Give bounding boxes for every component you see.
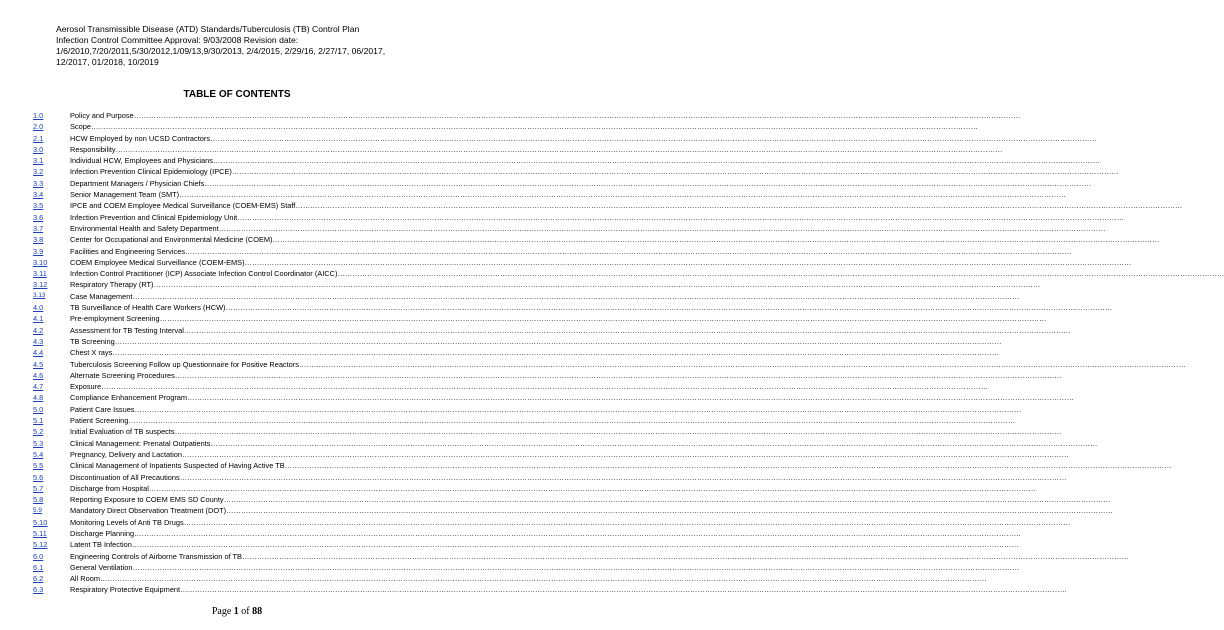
toc-entry-label: Environmental Health and Safety Department: [70, 223, 219, 233]
toc-entry[interactable]: [33, 426, 1062, 437]
page-number: 1: [233, 606, 239, 617]
dot-leader: ………………………………………………………………………………………………………………………………………………………………………………………………………………………………………………………………………………………………………………………………: [231, 167, 1119, 177]
toc-section-link[interactable]: 5.9: [33, 506, 42, 514]
toc-entry[interactable]: [33, 212, 1125, 223]
toc-entry[interactable]: [33, 110, 1021, 121]
toc-entry[interactable]: [33, 472, 1067, 483]
toc-entry[interactable]: [33, 483, 1036, 494]
dot-leader: ………………………………………………………………………………………………………………………………………………………………………………………………………………………………………………………………………………………………………………………………: [225, 303, 1113, 313]
toc-entry[interactable]: [33, 359, 1186, 370]
toc-entry-label: TB Screening: [70, 336, 115, 346]
header-title-line: Aerosol Transmissible Disease (ATD) Standards/Tuberculosis (TB) Control Plan: [56, 24, 360, 34]
toc-entry-label: Chest X rays: [70, 348, 113, 358]
dot-leader: ………………………………………………………………………………………………………………………………………………………………………………………………………………………………………………………………………………………………………………………………: [115, 144, 1003, 154]
toc-section-link[interactable]: 3.3: [33, 178, 44, 188]
header-revision-dates-line: 1/6/2010,7/20/2011,5/30/2012,1/09/13,9/30/2013, 2/4/2015, 2/29/16, 2/27/17, 06/2017,: [56, 46, 386, 56]
toc-section-link[interactable]: 3.9: [33, 246, 44, 256]
dot-leader: ………………………………………………………………………………………………………………………………………………………………………………………………………………………………………………………………………………………………………………………………: [132, 291, 1020, 301]
toc-entry[interactable]: [33, 460, 1172, 471]
toc-title: TABLE OF CONTENTS: [183, 89, 291, 100]
toc-section-link[interactable]: 5.8: [33, 495, 44, 505]
page-word: Page: [211, 606, 234, 617]
toc-entry-label: Respiratory Therapy (RT): [70, 280, 154, 290]
toc-entry[interactable]: [33, 279, 1041, 290]
toc-entry[interactable]: [33, 121, 978, 132]
toc-section-link[interactable]: 3.0: [33, 144, 44, 154]
toc-entry-label: Mandatory Direct Observation Treatment (DOT): [70, 506, 227, 516]
dot-leader: ………………………………………………………………………………………………………………………………………………………………………………………………………………………………………………………………………………………………………………………………: [174, 370, 1062, 380]
toc-entry[interactable]: [33, 223, 1106, 234]
toc-entry[interactable]: [33, 325, 1071, 336]
dot-leader: ………………………………………………………………………………………………………………………………………………………………………………………………………………………………………………………………………………………………………………………………: [134, 528, 1021, 538]
toc-section-link[interactable]: 5.0: [33, 404, 44, 414]
dot-leader: ………………………………………………………………………………………………………………………………………………………………………………………………………………………………………………………………………………………………………………………………: [179, 472, 1067, 482]
toc-entry-label: Center for Occupational and Environmental Medicine (COEM): [70, 235, 273, 245]
toc-entry[interactable]: [33, 133, 1097, 144]
toc-entry[interactable]: [33, 528, 1021, 539]
table-of-contents: [33, 110, 1224, 596]
toc-entry[interactable]: [33, 562, 1020, 573]
toc-entry-label: Initial Evaluation of TB suspects: [70, 427, 175, 437]
toc-entry-label: Policy and Purpose: [70, 111, 134, 120]
toc-section-link[interactable]: 2.1: [33, 133, 44, 143]
toc-section-link[interactable]: 4.4: [33, 348, 44, 358]
toc-entry[interactable]: [33, 313, 1047, 324]
toc-section-link[interactable]: 2.0: [33, 122, 44, 132]
toc-entry[interactable]: [33, 302, 1113, 313]
toc-entry[interactable]: [33, 291, 1020, 302]
dot-leader: ………………………………………………………………………………………………………………………………………………………………………………………………………………………………………………………………………………………………………………………………: [179, 190, 1066, 200]
toc-entry[interactable]: [33, 494, 1111, 505]
toc-entry-label: Senior Management Team (SMT): [70, 190, 180, 200]
toc-entry[interactable]: [33, 517, 1071, 528]
toc-section-link[interactable]: 5.10: [33, 517, 48, 527]
toc-entry[interactable]: [33, 155, 1100, 166]
toc-entry-label: Patient Screening: [70, 416, 129, 426]
dot-leader: ………………………………………………………………………………………………………………………………………………………………………………………………………………………………………………………………………………………………………………………………: [112, 348, 1000, 358]
toc-entry-label: Infection Control Practitioner (ICP) Associate Infection Control Coordinator (AICC): [70, 269, 338, 279]
dot-leader: ………………………………………………………………………………………………………………………………………………………………………………………………………………………………………………………………………………………………………………………………: [174, 427, 1062, 437]
toc-section-link[interactable]: 5.6: [33, 472, 44, 482]
toc-section-link[interactable]: 4.1: [33, 314, 44, 324]
toc-entry-label: TB Surveillance of Health Care Workers (HCW): [70, 303, 226, 313]
toc-entry[interactable]: [33, 449, 1069, 460]
toc-section-link[interactable]: 3.12: [33, 280, 48, 290]
dot-leader: ………………………………………………………………………………………………………………………………………………………………………………………………………………………………………………………………………………………………………………………………: [237, 212, 1125, 222]
header-revision-dates-line-2: 12/2017, 01/2018, 10/2019: [56, 57, 159, 67]
dot-leader: ………………………………………………………………………………………………………………………………………………………………………………………………………………………………………………………………………………………………………………………………: [218, 223, 1106, 233]
toc-entry-label: Pregnancy, Delivery and Lactation: [70, 449, 183, 459]
toc-entry-label: Patient Care Issues: [70, 404, 135, 414]
toc-entry-label: Scope: [70, 122, 91, 132]
toc-section-link[interactable]: 3.10: [33, 257, 48, 267]
toc-entry-label: Assessment for TB Testing Interval: [70, 325, 184, 335]
toc-entry[interactable]: [33, 336, 1002, 347]
toc-entry-label: Engineering Controls of Airborne Transmission of TB: [70, 551, 242, 561]
toc-entry-label: IPCE and COEM Employee Medical Surveillance (COEM-EMS) Staff: [70, 201, 296, 211]
dot-leader: ………………………………………………………………………………………………………………………………………………………………………………………………………………………………………………………………………………………………………………………………: [187, 393, 1074, 403]
toc-entry[interactable]: [33, 268, 1224, 279]
toc-section-link[interactable]: 6.1: [33, 562, 44, 572]
dot-leader: ………………………………………………………………………………………………………………………………………………………………………………………………………………………………………………………………………………………………………………………………: [180, 585, 1067, 595]
toc-entry[interactable]: [33, 505, 1113, 516]
toc-section-link[interactable]: 6.2: [33, 574, 44, 584]
toc-entry[interactable]: [33, 392, 1074, 403]
dot-leader: ………………………………………………………………………………………………………………………………………………………………………………………………………………………………………………………………………………………………………………………………: [223, 495, 1111, 505]
toc-section-link[interactable]: 1.0: [33, 111, 44, 120]
toc-section-link[interactable]: 3.11: [33, 269, 47, 279]
dot-leader: ………………………………………………………………………………………………………………………………………………………………………………………………………………………………………………………………………………………………………………………………: [295, 201, 1183, 211]
toc-entry[interactable]: [33, 178, 1092, 189]
dot-leader: ………………………………………………………………………………………………………………………………………………………………………………………………………………………………………………………………………………………………………………………………: [148, 483, 1036, 493]
dot-leader: ………………………………………………………………………………………………………………………………………………………………………………………………………………………………………………………………………………………………………………………………: [337, 269, 1224, 279]
toc-entry-label: Department Managers / Physician Chiefs: [70, 178, 205, 188]
toc-section-link[interactable]: 5.7: [33, 483, 44, 493]
toc-entry-label: Clinical Management: Prenatal Outpatients: [70, 438, 211, 448]
dot-leader: ………………………………………………………………………………………………………………………………………………………………………………………………………………………………………………………………………………………………………………………………: [131, 540, 1019, 550]
dot-leader: ………………………………………………………………………………………………………………………………………………………………………………………………………………………………………………………………………………………………………………………………: [183, 517, 1071, 527]
toc-section-link[interactable]: 4.0: [33, 303, 44, 313]
dot-leader: ………………………………………………………………………………………………………………………………………………………………………………………………………………………………………………………………………………………………………………………………: [132, 562, 1020, 572]
toc-section-link[interactable]: 5.2: [33, 427, 44, 437]
dot-leader: ………………………………………………………………………………………………………………………………………………………………………………………………………………………………………………………………………………………………………………………………: [226, 506, 1113, 516]
dot-leader: ………………………………………………………………………………………………………………………………………………………………………………………………………………………………………………………………………………………………………………………………: [210, 133, 1097, 143]
header-approval-line: Infection Control Committee Approval: 9/03/2008 Revision date:: [56, 35, 299, 45]
toc-entry[interactable]: [33, 415, 1016, 426]
toc-entry[interactable]: [33, 347, 1000, 358]
dot-leader: ………………………………………………………………………………………………………………………………………………………………………………………………………………………………………………………………………………………………………………………………: [99, 574, 987, 584]
dot-leader: ………………………………………………………………………………………………………………………………………………………………………………………………………………………………………………………………………………………………………………………………: [212, 156, 1100, 166]
toc-entry[interactable]: [33, 144, 1003, 155]
toc-entry-label: Reporting Exposure to COEM EMS SD County: [70, 495, 224, 505]
toc-entry[interactable]: [33, 234, 1160, 245]
toc-section-link[interactable]: 4.8: [33, 393, 44, 403]
dot-leader: ………………………………………………………………………………………………………………………………………………………………………………………………………………………………………………………………………………………………………………………………: [210, 438, 1098, 448]
toc-entry-label: Individual HCW, Employees and Physicians: [70, 156, 213, 166]
toc-section-link[interactable]: 5.3: [33, 438, 44, 448]
page-total: 88: [252, 606, 263, 617]
dot-leader: ………………………………………………………………………………………………………………………………………………………………………………………………………………………………………………………………………………………………………………………………: [242, 551, 1129, 561]
dot-leader: ………………………………………………………………………………………………………………………………………………………………………………………………………………………………………………………………………………………………………………………………: [244, 257, 1132, 267]
toc-section-link[interactable]: 5.1: [33, 416, 44, 426]
dot-leader: ………………………………………………………………………………………………………………………………………………………………………………………………………………………………………………………………………………………………………………………………: [182, 449, 1069, 459]
dot-leader: ………………………………………………………………………………………………………………………………………………………………………………………………………………………………………………………………………………………………………………………………: [298, 359, 1186, 369]
dot-leader: ………………………………………………………………………………………………………………………………………………………………………………………………………………………………………………………………………………………………………………………………: [134, 404, 1022, 414]
toc-section-link[interactable]: 5.11: [33, 528, 47, 538]
toc-section-link[interactable]: 3.5: [33, 201, 44, 211]
toc-section-link[interactable]: 4.3: [33, 336, 44, 346]
toc-entry[interactable]: [33, 539, 1019, 550]
toc-entry-label: Respiratory Protective Equipment: [70, 585, 181, 595]
toc-section-link[interactable]: 3.7: [33, 223, 44, 233]
toc-entry-label: Alternate Screening Procedures: [70, 370, 175, 380]
toc-entry[interactable]: [33, 257, 1132, 268]
toc-section-link[interactable]: 4.5: [33, 359, 44, 369]
toc-entry[interactable]: [33, 189, 1066, 200]
toc-section-link[interactable]: 3.8: [33, 235, 44, 245]
toc-section-link[interactable]: 3.6: [33, 212, 44, 222]
toc-entry[interactable]: [33, 404, 1022, 415]
toc-entry[interactable]: [33, 166, 1119, 177]
toc-entry-label: Latent TB Infection: [70, 540, 132, 550]
toc-section-link[interactable]: 4.6: [33, 370, 44, 380]
toc-section-link[interactable]: 4.2: [33, 325, 44, 335]
toc-entry[interactable]: [33, 246, 1072, 257]
dot-leader: ………………………………………………………………………………………………………………………………………………………………………………………………………………………………………………………………………………………………………………………………: [185, 246, 1072, 256]
toc-entry-label: COEM Employee Medical Surveillance (COEM-EMS): [70, 257, 245, 267]
toc-entry-label: Clinical Management of Inpatients Suspected of Having Active TB: [70, 461, 285, 471]
dot-leader: ………………………………………………………………………………………………………………………………………………………………………………………………………………………………………………………………………………………………………………………………: [153, 280, 1041, 290]
toc-entry-label: HCW Employed by non UCSD Contractors: [70, 133, 211, 143]
toc-entry[interactable]: [33, 551, 1129, 562]
dot-leader: ………………………………………………………………………………………………………………………………………………………………………………………………………………………………………………………………………………………………………………………………: [159, 314, 1047, 324]
dot-leader: ………………………………………………………………………………………………………………………………………………………………………………………………………………………………………………………………………………………………………………………………: [284, 461, 1172, 471]
toc-entry-label: Infection Prevention and Clinical Epidemiology Unit: [70, 212, 238, 222]
dot-leader: ………………………………………………………………………………………………………………………………………………………………………………………………………………………………………………………………………………………………………………………………: [101, 382, 989, 392]
toc-section-link[interactable]: 6.3: [33, 585, 44, 595]
toc-entry-label: Tuberculosis Screening Follow up Questionnaire for Positive Reactors: [70, 359, 299, 369]
toc-entry-label: Discharge from Hospital: [70, 483, 149, 493]
toc-section-link[interactable]: 5.12: [33, 540, 48, 550]
toc-section-link[interactable]: 3.2: [33, 167, 44, 177]
dot-leader: ………………………………………………………………………………………………………………………………………………………………………………………………………………………………………………………………………………………………………………………………: [272, 235, 1160, 245]
toc-section-link[interactable]: 6.0: [33, 551, 44, 561]
toc-section-link[interactable]: 3.13: [33, 292, 46, 300]
toc-entry-label: Pre-employment Screening: [70, 314, 160, 324]
toc-entry-label: Compliance Enhancement Program: [70, 393, 188, 403]
toc-entry-label: Facilities and Engineering Services: [70, 246, 186, 256]
toc-section-link[interactable]: 5.4: [33, 449, 44, 459]
toc-entry[interactable]: [33, 200, 1183, 211]
dot-leader: ………………………………………………………………………………………………………………………………………………………………………………………………………………………………………………………………………………………………………………………………: [114, 336, 1002, 346]
toc-entry-label: Discontinuation of All Precautions: [70, 472, 180, 482]
toc-section-link[interactable]: 3.1: [33, 156, 44, 166]
toc-entry-label: Discharge Planning: [70, 528, 135, 538]
dot-leader: ………………………………………………………………………………………………………………………………………………………………………………………………………………………………………………………………………………………………………………………………: [128, 416, 1016, 426]
toc-entry-label: Monitoring Levels of Anti TB Drugs: [70, 517, 184, 527]
toc-section-link[interactable]: 4.7: [33, 382, 44, 392]
dot-leader: ………………………………………………………………………………………………………………………………………………………………………………………………………………………………………………………………………………………………………………………………: [133, 111, 1021, 120]
toc-entry-label: All Room: [70, 574, 100, 584]
toc-entry[interactable]: [33, 370, 1062, 381]
toc-section-link[interactable]: 3.4: [33, 190, 44, 200]
page-footer: [0, 606, 474, 617]
toc-entry-label: General Ventilation: [70, 562, 133, 572]
toc-entry-label: Responsibility: [70, 144, 116, 154]
dot-leader: ………………………………………………………………………………………………………………………………………………………………………………………………………………………………………………………………………………………………………………………………: [204, 178, 1092, 188]
toc-entry-label: Infection Prevention Clinical Epidemiology (IPCE): [70, 167, 232, 177]
toc-entry[interactable]: [33, 573, 987, 584]
toc-entry-label: Case Management: [70, 291, 133, 301]
dot-leader: ………………………………………………………………………………………………………………………………………………………………………………………………………………………………………………………………………………………………………………………………: [183, 325, 1071, 335]
toc-entry-label: Exposure: [70, 382, 102, 392]
of-word: of: [238, 606, 253, 617]
toc-entry[interactable]: [33, 381, 989, 392]
toc-section-link[interactable]: 5.5: [33, 461, 44, 471]
toc-entry[interactable]: [33, 438, 1098, 449]
dot-leader: ………………………………………………………………………………………………………………………………………………………………………………………………………………………………………………………………………………………………………………………………: [90, 122, 978, 132]
toc-entry[interactable]: [33, 584, 1067, 595]
document-header: [56, 24, 456, 68]
